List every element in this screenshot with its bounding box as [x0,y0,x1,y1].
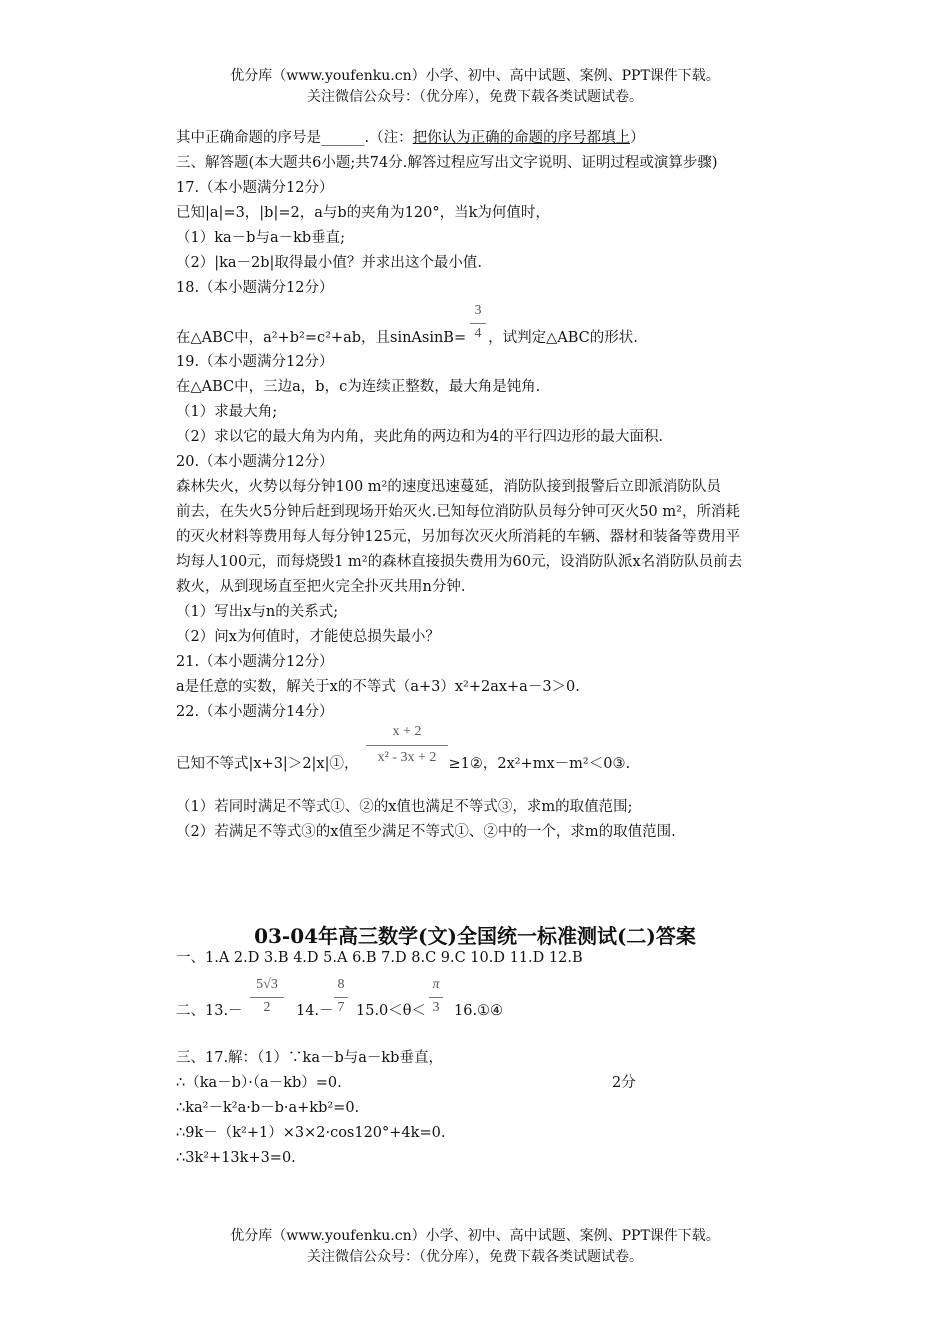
q21-heading: 21.（本小题满分12分） [176,654,334,670]
q19-statement: 在△ABC中，三边a，b，c为连续正整数，最大角是钝角. [176,379,541,395]
answers-fill-prefix: 二、13.－ [176,1003,243,1019]
solution17-line4: ∴3k²+13k+3=0. [176,1150,296,1166]
answer14-num: 8 [337,977,345,992]
q22-heading: 22.（本小题满分14分） [176,704,334,720]
header-line-1: 优分库（www.youfenku.cn）小学、初中、高中试题、案例、PPT课件下载。 [230,68,720,84]
solution17-line3: ∴9k－（k²+1）×3×2·cos120°+4k=0. [176,1125,446,1141]
q20-heading: 20.（本小题满分12分） [176,454,334,470]
footer-line-1: 优分库（www.youfenku.cn）小学、初中、高中试题、案例、PPT课件下载。 [230,1228,720,1244]
q19-part2: （2）求以它的最大角为内角，夹此角的两边和为4的平行四边形的最大面积. [176,429,664,445]
q18-frac-num: 3 [474,303,482,318]
q20-para-line5: 救火，从到现场直至把火完全扑灭共用n分钟. [176,579,466,595]
q17-heading: 17.（本小题满分12分） [176,180,334,196]
q17-statement: 已知|a|=3，|b|=2，a与b的夹角为120°，当k为何值时， [176,205,550,221]
q18-frac-den: 4 [474,326,482,341]
q20-para-line3: 的灭火材料等费用每人每分钟125元，另加每次灭火所消耗的车辆、器材和装备等费用平 [176,529,741,545]
q22-part1: （1）若同时满足不等式①、②的x值也满足不等式③，求m的取值范围; [176,799,633,815]
fill-note [176,128,645,148]
q21-statement: a是任意的实数，解关于x的不等式（a+3）x²+2ax+a－3＞0. [176,679,580,695]
section-3-heading: 三、解答题(本大题共6小题;共74分.解答过程应写出文字说明、证明过程或演算步骤) [176,155,718,171]
q22-part2: （2）若满足不等式③的x值至少满足不等式①、②中的一个，求m的取值范围. [176,824,676,840]
q22-statement-tail: ≥1②，2x²+mx－m²＜0③. [448,756,631,772]
solution17-line1: ∴（ka－b）·（a－kb）=0. [176,1075,342,1091]
q18-statement-head: 在△ABC中，a²+b²=c²+ab，且sinAsinB= [176,330,467,346]
solution17-heading: 三、17.解：（1）∵ka－b与a－kb垂直， [176,1050,443,1066]
answer13-fraction [250,976,284,1018]
q19-heading: 19.（本小题满分12分） [176,354,334,370]
q20-para-line1: 森林失火，火势以每分钟100 m²的速度迅速蔓延，消防队接到报警后立即派消防队员 [176,479,721,495]
q19-part1: （1）求最大角; [176,404,278,420]
q20-para-line4: 均每人100元，而每烧毁1 m²的森林直接损失费用为60元，设消防队派x名消防队员前去 [176,554,743,570]
fill-note-suffix: ） [630,130,645,146]
answer15-num: π [432,977,440,992]
q18-statement-tail: ，试判定△ABC的形状. [488,330,638,346]
q17-part1: （1）ka－b与a－kb垂直; [176,230,346,246]
answers-fill-15: 15.0＜θ＜ [356,1003,427,1019]
fill-note-underlined: 把你认为正确的命题的序号都填上 [412,130,631,146]
answer15-den: 3 [432,1000,440,1015]
fill-note-prefix: 其中正确命题的序号是______.（注： [176,130,413,146]
q18-statement [176,328,638,348]
solution17-line2: ∴ka²－k²a·b－b·a+kb²=0. [176,1100,360,1116]
q22-statement [176,754,630,774]
page-footer [0,1226,950,1268]
q22-frac-den: x² - 3x + 2 [377,750,437,765]
q22-statement-head: 已知不等式|x+3|＞2|x|①， [176,756,359,772]
answer13-den: 2 [263,1000,271,1015]
answers-multiple-choice: 一、1.A 2.D 3.B 4.D 5.A 6.B 7.D 8.C 9.C 10.D 11.D 12.B [176,950,583,966]
page-header [0,66,950,108]
answers-title: 03-04年高三数学(文)全国统一标准测试(二)答案 [254,924,696,948]
footer-line-2: 关注微信公众号：（优分库），免费下载各类试题试卷。 [307,1249,643,1265]
solution17-score: 2分 [612,1075,636,1091]
answers-fill-14: 14.－ [296,1003,334,1019]
answer14-den: 7 [337,1000,345,1015]
answer15-fraction [429,976,443,1018]
q20-part1: （1）写出x与n的关系式; [176,604,339,620]
answer14-fraction [334,976,348,1018]
answers-fill-16: 16.①④ [454,1003,504,1019]
q20-para-line2: 前去，在失火5分钟后赶到现场开始灭火.已知每位消防队员每分钟可灭火50 m²，所消耗 [176,504,740,520]
q22-frac-num: x + 2 [392,724,422,739]
q18-heading: 18.（本小题满分12分） [176,280,334,296]
answer13-num: 5√3 [256,977,278,992]
q20-part2: （2）问x为何值时，才能使总损失最小？ [176,629,440,645]
header-line-2: 关注微信公众号：（优分库），免费下载各类试题试卷。 [307,89,643,105]
q17-part2: （2）|ka－2b|取得最小值？并求出这个最小值. [176,255,483,271]
